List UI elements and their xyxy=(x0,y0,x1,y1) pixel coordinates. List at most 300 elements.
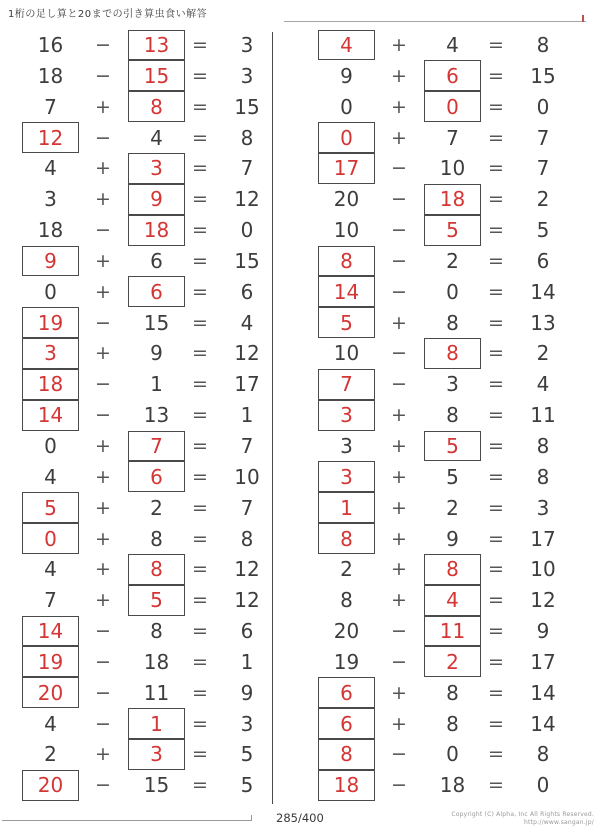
equals-sign: = xyxy=(192,589,208,612)
operand1: 0 xyxy=(340,94,353,119)
result-value: 14 xyxy=(530,711,556,736)
operator-sign: − xyxy=(391,157,407,180)
operand2: 8 xyxy=(446,310,459,335)
problem-row xyxy=(22,739,287,770)
answer-box: 0 xyxy=(318,122,375,153)
operator-sign: + xyxy=(95,342,111,365)
operand2: 9 xyxy=(150,341,163,366)
result-value: 0 xyxy=(536,94,550,119)
problem-row xyxy=(318,153,583,184)
answer-box: 8 xyxy=(318,739,375,770)
operator-sign: + xyxy=(391,126,407,149)
answer-box: 11 xyxy=(424,616,481,647)
result-value: 8 xyxy=(536,33,550,58)
operand1: 0 xyxy=(44,433,57,458)
result-value: 9 xyxy=(240,680,254,705)
problem-row xyxy=(318,523,583,554)
copyright-line2: http://www.sangan.jp/ xyxy=(524,818,594,826)
problem-row xyxy=(22,369,287,400)
answer-box: 9 xyxy=(128,184,185,215)
equals-sign: = xyxy=(192,558,208,581)
operand2: 7 xyxy=(446,125,459,150)
operator-sign: + xyxy=(95,527,111,550)
answer-box: 20 xyxy=(22,770,79,801)
operator-sign: − xyxy=(95,34,111,57)
answer-box: 5 xyxy=(424,215,481,246)
problem-row xyxy=(22,400,287,431)
operand1: 4 xyxy=(44,557,57,582)
problem-row xyxy=(22,770,287,801)
page-indicator: 285/400 xyxy=(276,811,324,825)
problem-row xyxy=(318,431,583,462)
equals-sign: = xyxy=(488,620,504,643)
equals-sign: = xyxy=(192,64,208,87)
answer-box: 4 xyxy=(424,585,481,616)
answer-box: 18 xyxy=(22,369,79,400)
problem-row xyxy=(22,492,287,523)
answer-box: 5 xyxy=(22,492,79,523)
copyright-line1: Copyright (C) Alpha, Inc All Rights Reserved. xyxy=(451,811,594,818)
problem-row xyxy=(22,461,287,492)
footer-rule-line xyxy=(2,820,252,821)
equals-sign: = xyxy=(192,774,208,797)
equals-sign: = xyxy=(488,496,504,519)
operator-sign: − xyxy=(95,712,111,735)
operand1: 4 xyxy=(44,156,57,181)
problem-row xyxy=(22,708,287,739)
answer-box: 3 xyxy=(128,153,185,184)
result-value: 3 xyxy=(240,33,254,58)
answer-box: 8 xyxy=(318,523,375,554)
operator-sign: + xyxy=(95,188,111,211)
equals-sign: = xyxy=(192,342,208,365)
operator-sign: − xyxy=(95,620,111,643)
operand1: 0 xyxy=(44,279,57,304)
problems-column-left xyxy=(22,30,287,801)
problem-row xyxy=(22,646,287,677)
problem-row xyxy=(318,739,583,770)
equals-sign: = xyxy=(488,589,504,612)
problem-row xyxy=(318,616,583,647)
answer-box: 18 xyxy=(318,770,375,801)
equals-sign: = xyxy=(192,95,208,118)
operand2: 0 xyxy=(446,742,459,767)
result-value: 8 xyxy=(240,526,254,551)
equals-sign: = xyxy=(488,712,504,735)
problem-row xyxy=(22,554,287,585)
operand2: 8 xyxy=(150,526,163,551)
result-value: 4 xyxy=(240,310,254,335)
operator-sign: − xyxy=(391,219,407,242)
equals-sign: = xyxy=(192,404,208,427)
result-value: 7 xyxy=(536,156,550,181)
operator-sign: − xyxy=(391,280,407,303)
operator-sign: + xyxy=(95,434,111,457)
operator-sign: + xyxy=(391,64,407,87)
answer-box: 1 xyxy=(128,708,185,739)
result-value: 17 xyxy=(530,526,556,551)
equals-sign: = xyxy=(488,157,504,180)
page-title: 1桁の足し算と20までの引き算虫食い解答 xyxy=(8,9,208,20)
footer-rule-tick xyxy=(251,815,252,821)
result-value: 7 xyxy=(536,125,550,150)
result-value: 12 xyxy=(234,588,260,613)
result-value: 12 xyxy=(234,557,260,582)
operator-sign: + xyxy=(95,157,111,180)
equals-sign: = xyxy=(192,434,208,457)
operator-sign: + xyxy=(391,95,407,118)
problem-row xyxy=(318,91,583,122)
problem-row xyxy=(318,554,583,585)
equals-sign: = xyxy=(192,280,208,303)
equals-sign: = xyxy=(488,126,504,149)
operand2: 8 xyxy=(446,711,459,736)
operator-sign: − xyxy=(95,681,111,704)
operand1: 7 xyxy=(44,94,57,119)
problem-row xyxy=(318,677,583,708)
operator-sign: − xyxy=(391,249,407,272)
operand1: 20 xyxy=(333,619,360,644)
operand2: 5 xyxy=(446,464,459,489)
operand2: 6 xyxy=(150,248,163,273)
equals-sign: = xyxy=(192,465,208,488)
operator-sign: − xyxy=(391,188,407,211)
operator-sign: − xyxy=(391,743,407,766)
equals-sign: = xyxy=(488,434,504,457)
operand1: 2 xyxy=(340,557,353,582)
problem-row xyxy=(22,431,287,462)
answer-box: 3 xyxy=(128,739,185,770)
problem-row xyxy=(318,461,583,492)
problem-row xyxy=(318,400,583,431)
answer-box: 15 xyxy=(128,60,185,91)
answer-box: 13 xyxy=(128,30,185,61)
result-value: 6 xyxy=(240,279,254,304)
answer-box: 6 xyxy=(318,677,375,708)
result-value: 3 xyxy=(536,495,550,520)
operator-sign: − xyxy=(95,650,111,673)
answer-box: 14 xyxy=(318,276,375,307)
answer-box: 14 xyxy=(22,400,79,431)
result-value: 8 xyxy=(536,464,550,489)
operand2: 13 xyxy=(143,403,170,428)
result-value: 9 xyxy=(536,619,550,644)
problem-row xyxy=(22,338,287,369)
result-value: 8 xyxy=(240,125,254,150)
operator-sign: + xyxy=(391,712,407,735)
operator-sign: + xyxy=(391,311,407,334)
equals-sign: = xyxy=(192,157,208,180)
answer-box: 6 xyxy=(424,60,481,91)
operand2: 15 xyxy=(143,310,170,335)
equals-sign: = xyxy=(488,373,504,396)
result-value: 7 xyxy=(240,156,254,181)
result-value: 1 xyxy=(240,649,254,674)
operand2: 15 xyxy=(143,773,170,798)
result-value: 8 xyxy=(536,742,550,767)
operator-sign: − xyxy=(391,774,407,797)
answer-box: 0 xyxy=(424,91,481,122)
result-value: 11 xyxy=(530,403,556,428)
result-value: 4 xyxy=(536,372,550,397)
operator-sign: + xyxy=(391,34,407,57)
operand1: 19 xyxy=(333,649,360,674)
problem-row xyxy=(22,307,287,338)
answer-box: 0 xyxy=(22,523,79,554)
operand2: 2 xyxy=(446,495,459,520)
operator-sign: + xyxy=(95,95,111,118)
operand2: 18 xyxy=(439,773,466,798)
equals-sign: = xyxy=(192,373,208,396)
answer-box: 3 xyxy=(22,338,79,369)
operand2: 3 xyxy=(446,372,459,397)
result-value: 6 xyxy=(536,248,550,273)
problem-row xyxy=(318,30,583,61)
problem-row xyxy=(22,60,287,91)
equals-sign: = xyxy=(488,34,504,57)
operand1: 20 xyxy=(333,187,360,212)
equals-sign: = xyxy=(488,64,504,87)
operand2: 10 xyxy=(439,156,466,181)
result-value: 17 xyxy=(234,372,260,397)
equals-sign: = xyxy=(192,188,208,211)
problem-row xyxy=(22,215,287,246)
result-value: 13 xyxy=(530,310,556,335)
operator-sign: + xyxy=(95,743,111,766)
problem-row xyxy=(318,60,583,91)
operator-sign: − xyxy=(95,774,111,797)
operator-sign: + xyxy=(391,681,407,704)
problem-row xyxy=(22,523,287,554)
operator-sign: − xyxy=(391,650,407,673)
operator-sign: + xyxy=(391,434,407,457)
equals-sign: = xyxy=(488,465,504,488)
answer-box: 2 xyxy=(424,646,481,677)
equals-sign: = xyxy=(488,95,504,118)
answer-box: 6 xyxy=(128,276,185,307)
operand1: 18 xyxy=(37,218,64,243)
answer-box: 9 xyxy=(22,246,79,277)
result-value: 7 xyxy=(240,433,254,458)
result-value: 17 xyxy=(530,649,556,674)
result-value: 14 xyxy=(530,680,556,705)
operator-sign: − xyxy=(95,404,111,427)
result-value: 2 xyxy=(536,187,550,212)
problem-row xyxy=(22,30,287,61)
equals-sign: = xyxy=(488,558,504,581)
answer-box: 18 xyxy=(128,215,185,246)
equals-sign: = xyxy=(488,681,504,704)
problem-row xyxy=(22,616,287,647)
result-value: 10 xyxy=(234,464,260,489)
operator-sign: − xyxy=(95,311,111,334)
operator-sign: + xyxy=(391,465,407,488)
operand1: 3 xyxy=(44,187,57,212)
operand2: 1 xyxy=(150,372,163,397)
operand1: 7 xyxy=(44,588,57,613)
equals-sign: = xyxy=(488,650,504,673)
operator-sign: + xyxy=(95,558,111,581)
operand2: 2 xyxy=(150,495,163,520)
answer-box: 12 xyxy=(22,122,79,153)
operand2: 8 xyxy=(446,403,459,428)
answer-box: 19 xyxy=(22,646,79,677)
red-tick-mark xyxy=(582,15,584,22)
equals-sign: = xyxy=(192,527,208,550)
operand2: 11 xyxy=(143,680,170,705)
operand2: 4 xyxy=(150,125,163,150)
problem-row xyxy=(318,246,583,277)
problem-row xyxy=(22,246,287,277)
result-value: 12 xyxy=(234,187,260,212)
equals-sign: = xyxy=(488,404,504,427)
problem-row xyxy=(318,276,583,307)
equals-sign: = xyxy=(192,126,208,149)
result-value: 14 xyxy=(530,279,556,304)
answer-box: 5 xyxy=(318,307,375,338)
answer-box: 3 xyxy=(318,400,375,431)
equals-sign: = xyxy=(488,311,504,334)
answer-box: 7 xyxy=(318,369,375,400)
operator-sign: + xyxy=(391,496,407,519)
equals-sign: = xyxy=(192,712,208,735)
equals-sign: = xyxy=(488,527,504,550)
operator-sign: − xyxy=(391,620,407,643)
problem-row xyxy=(22,122,287,153)
problem-row xyxy=(22,153,287,184)
problem-row xyxy=(318,708,583,739)
operand2: 0 xyxy=(446,279,459,304)
answer-box: 17 xyxy=(318,153,375,184)
equals-sign: = xyxy=(192,219,208,242)
equals-sign: = xyxy=(488,280,504,303)
result-value: 12 xyxy=(234,341,260,366)
answer-box: 8 xyxy=(128,554,185,585)
answer-box: 8 xyxy=(128,91,185,122)
equals-sign: = xyxy=(192,620,208,643)
operator-sign: + xyxy=(95,280,111,303)
copyright-block xyxy=(451,811,594,826)
problem-row xyxy=(22,91,287,122)
operator-sign: − xyxy=(95,126,111,149)
result-value: 15 xyxy=(234,94,260,119)
problem-row xyxy=(318,307,583,338)
answer-box: 6 xyxy=(318,708,375,739)
operand2: 2 xyxy=(446,248,459,273)
operand1: 3 xyxy=(340,433,353,458)
equals-sign: = xyxy=(192,681,208,704)
operand1: 8 xyxy=(340,588,353,613)
problem-row xyxy=(22,585,287,616)
equals-sign: = xyxy=(488,188,504,211)
operator-sign: + xyxy=(391,589,407,612)
answer-box: 8 xyxy=(424,338,481,369)
header-rule-line xyxy=(284,21,586,22)
problem-row xyxy=(318,184,583,215)
operator-sign: − xyxy=(95,64,111,87)
result-value: 0 xyxy=(536,773,550,798)
operand1: 10 xyxy=(333,341,360,366)
result-value: 7 xyxy=(240,495,254,520)
problem-row xyxy=(22,184,287,215)
operator-sign: + xyxy=(95,249,111,272)
answer-box: 7 xyxy=(128,431,185,462)
result-value: 8 xyxy=(536,433,550,458)
equals-sign: = xyxy=(488,774,504,797)
operand1: 18 xyxy=(37,63,64,88)
operator-sign: + xyxy=(391,558,407,581)
operator-sign: + xyxy=(95,589,111,612)
answer-box: 20 xyxy=(22,677,79,708)
operator-sign: + xyxy=(391,404,407,427)
result-value: 10 xyxy=(530,557,556,582)
operand1: 10 xyxy=(333,218,360,243)
answer-box: 8 xyxy=(424,554,481,585)
problem-row xyxy=(318,215,583,246)
answer-box: 5 xyxy=(424,431,481,462)
equals-sign: = xyxy=(488,743,504,766)
problem-row xyxy=(22,276,287,307)
result-value: 1 xyxy=(240,403,254,428)
operand1: 4 xyxy=(44,711,57,736)
problem-row xyxy=(318,770,583,801)
equals-sign: = xyxy=(488,249,504,272)
problem-row xyxy=(318,369,583,400)
equals-sign: = xyxy=(192,650,208,673)
equals-sign: = xyxy=(192,249,208,272)
operator-sign: + xyxy=(391,527,407,550)
answer-box: 18 xyxy=(424,184,481,215)
answer-box: 1 xyxy=(318,492,375,523)
result-value: 5 xyxy=(536,218,550,243)
result-value: 12 xyxy=(530,588,556,613)
answer-box: 4 xyxy=(318,30,375,61)
problems-column-right xyxy=(318,30,583,801)
answer-box: 3 xyxy=(318,461,375,492)
result-value: 15 xyxy=(530,63,556,88)
answer-box: 19 xyxy=(22,307,79,338)
equals-sign: = xyxy=(192,34,208,57)
answer-box: 6 xyxy=(128,461,185,492)
operator-sign: + xyxy=(95,496,111,519)
result-value: 0 xyxy=(240,218,254,243)
equals-sign: = xyxy=(488,219,504,242)
operand2: 8 xyxy=(446,680,459,705)
problem-row xyxy=(318,338,583,369)
operator-sign: − xyxy=(391,342,407,365)
operand2: 18 xyxy=(143,649,170,674)
operator-sign: − xyxy=(95,373,111,396)
answer-box: 5 xyxy=(128,585,185,616)
result-value: 15 xyxy=(234,248,260,273)
operand2: 9 xyxy=(446,526,459,551)
operator-sign: − xyxy=(95,219,111,242)
operator-sign: − xyxy=(391,373,407,396)
operand2: 8 xyxy=(150,619,163,644)
answer-box: 14 xyxy=(22,616,79,647)
operand1: 16 xyxy=(37,33,64,58)
answer-box: 8 xyxy=(318,246,375,277)
result-value: 3 xyxy=(240,711,254,736)
equals-sign: = xyxy=(192,743,208,766)
operand1: 2 xyxy=(44,742,57,767)
operand2: 4 xyxy=(446,33,459,58)
result-value: 2 xyxy=(536,341,550,366)
result-value: 3 xyxy=(240,63,254,88)
equals-sign: = xyxy=(192,311,208,334)
problem-row xyxy=(318,646,583,677)
result-value: 5 xyxy=(240,773,254,798)
